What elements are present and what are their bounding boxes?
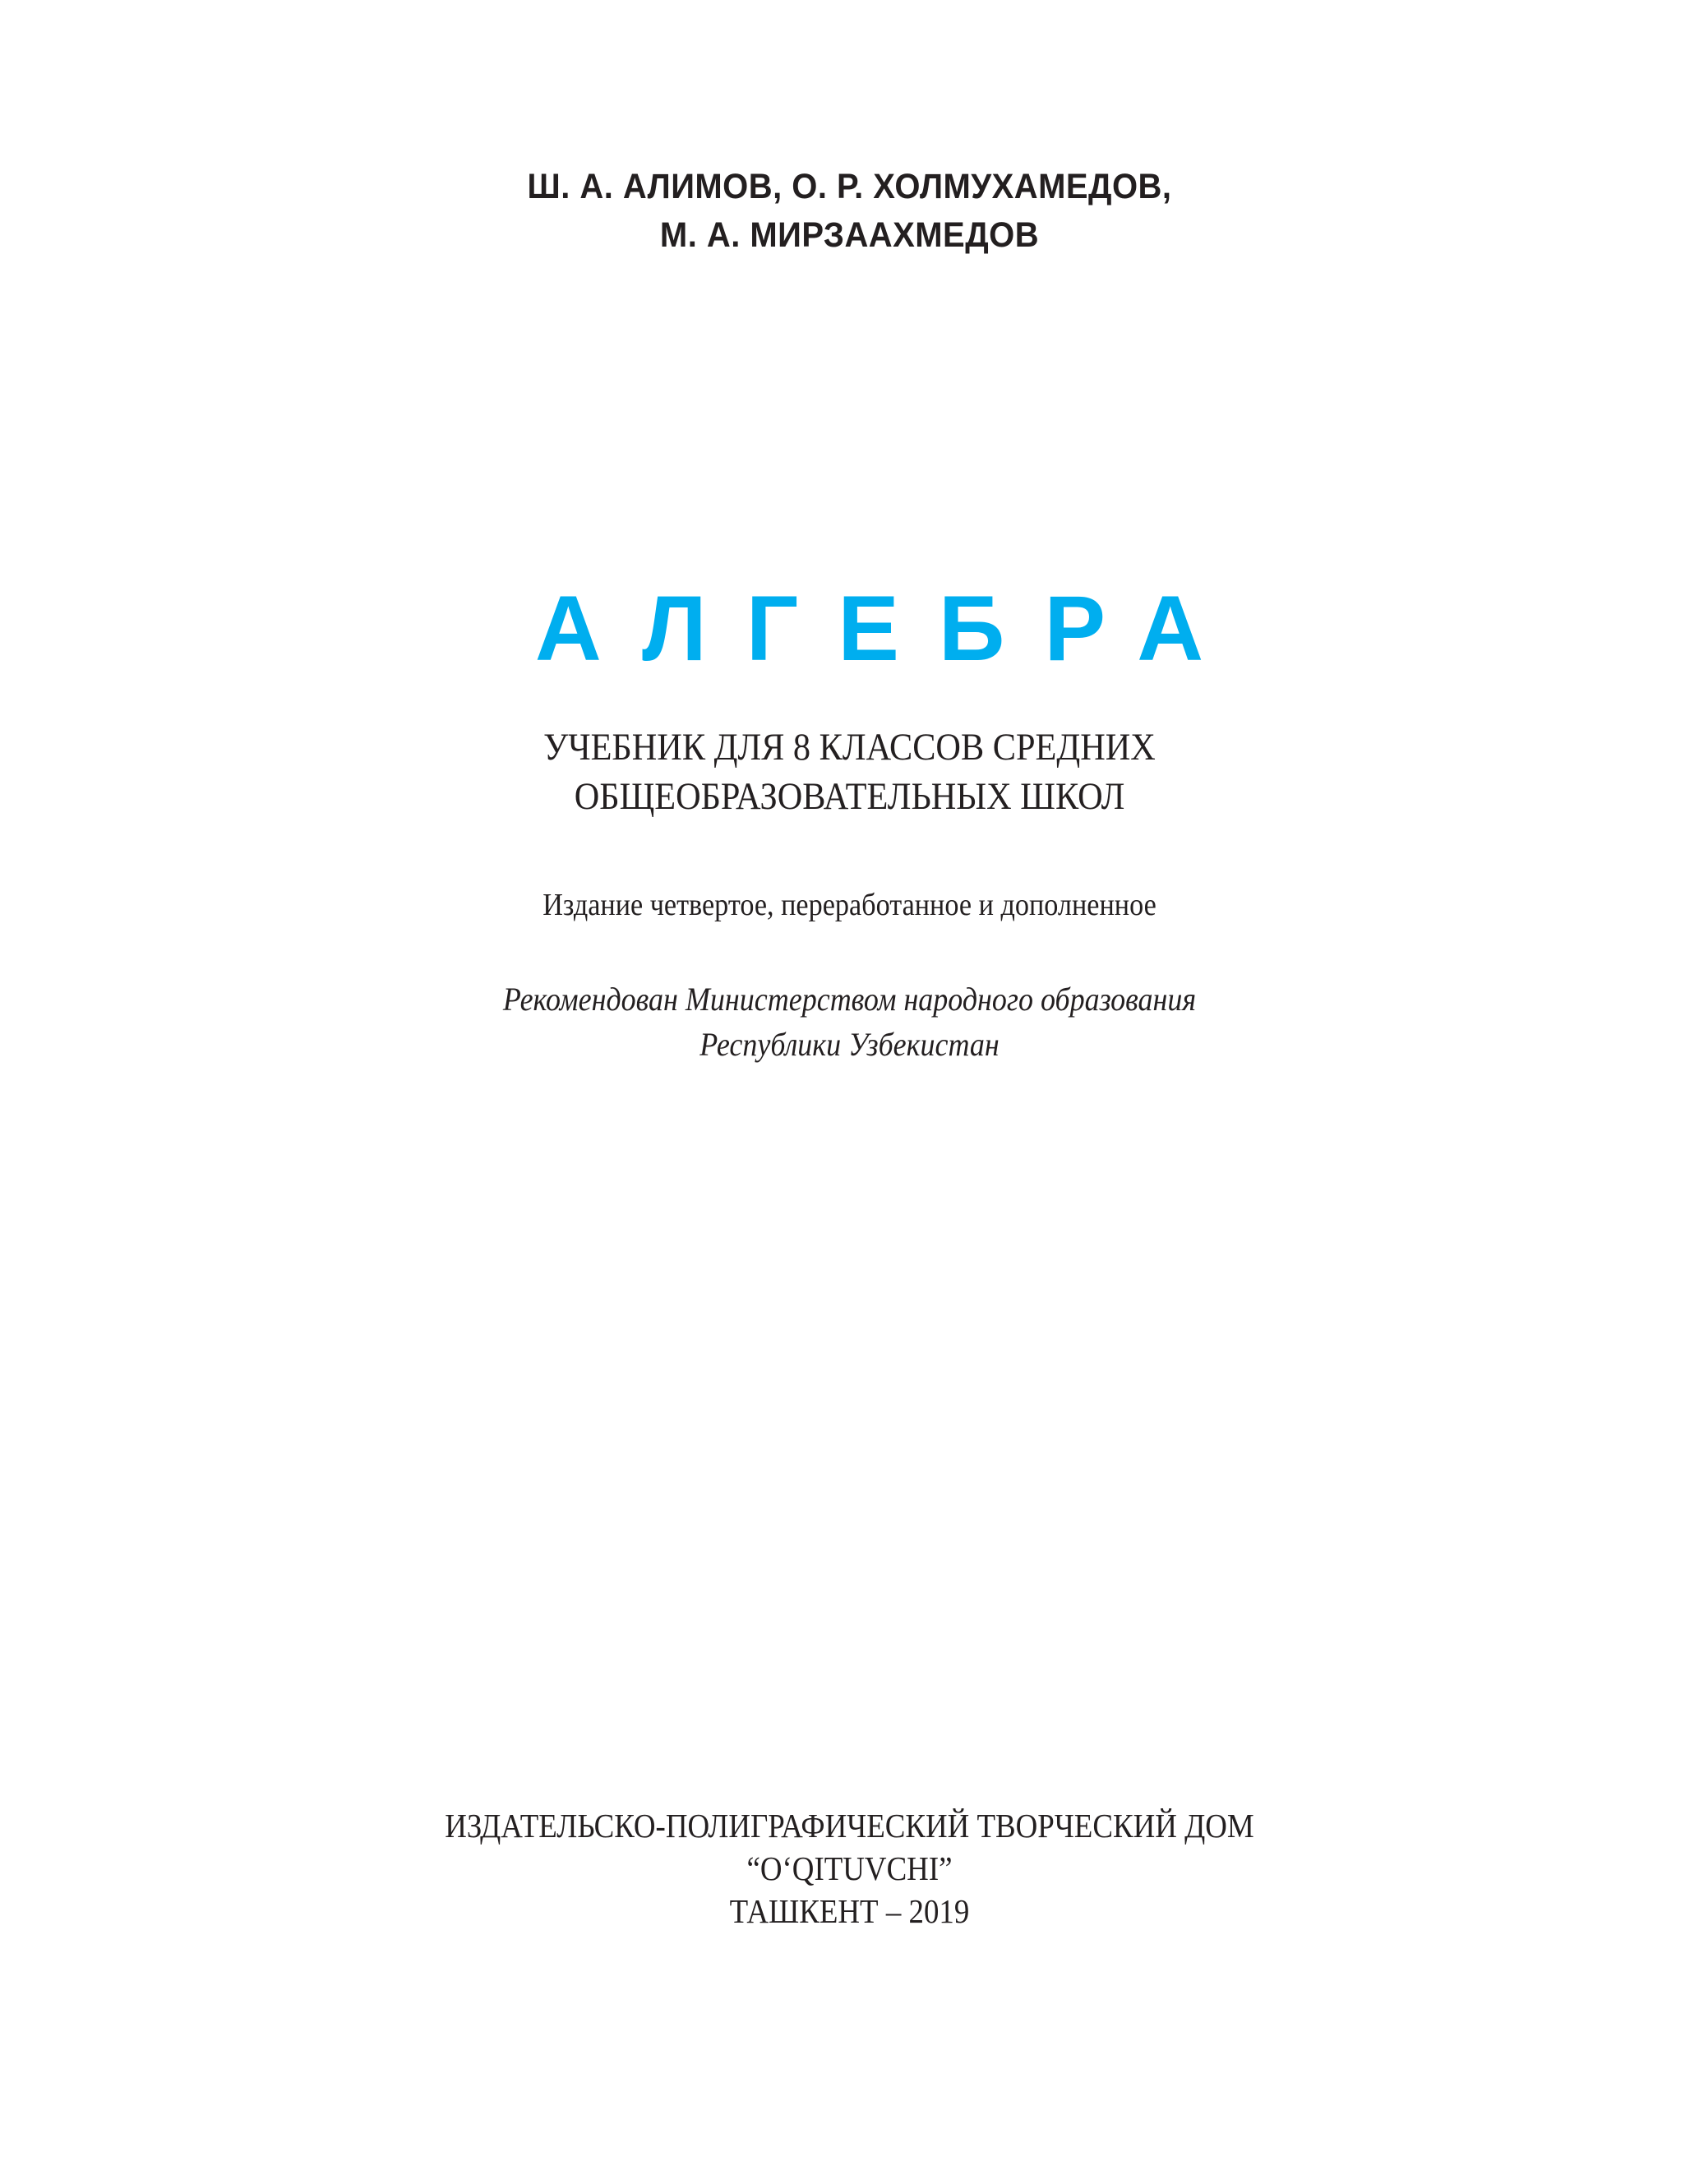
publisher-line-1: ИЗДАТЕЛЬСКО-ПОЛИГРАФИЧЕСКИЙ ТВОРЧЕСКИЙ ДОМ [445, 1807, 1254, 1845]
book-title: АЛГЕБРА [534, 577, 1244, 680]
subtitle-line-2: ОБЩЕОБРАЗОВАТЕЛЬНЫХ ШКОЛ [574, 775, 1125, 818]
authors-line-2: М. А. МИРЗААХМЕДОВ [659, 215, 1040, 255]
edition-note: Издание четвертое, переработанное и дополненное [542, 888, 1157, 922]
publisher-name: “O‘QITUVCHI” [746, 1849, 953, 1887]
publisher-city-year: ТАШКЕНТ – 2019 [729, 1892, 970, 1930]
recommendation-line-2: Республики Узбекистан [699, 1026, 1000, 1063]
subtitle-line-1: УЧЕБНИК ДЛЯ 8 КЛАССОВ СРЕДНИХ [543, 726, 1156, 769]
recommendation-line-1: Рекомендован Министерством народного образования [502, 981, 1197, 1018]
authors-line-1: Ш. А. АЛИМОВ, О. Р. ХОЛМУХАМЕДОВ, [527, 167, 1172, 206]
